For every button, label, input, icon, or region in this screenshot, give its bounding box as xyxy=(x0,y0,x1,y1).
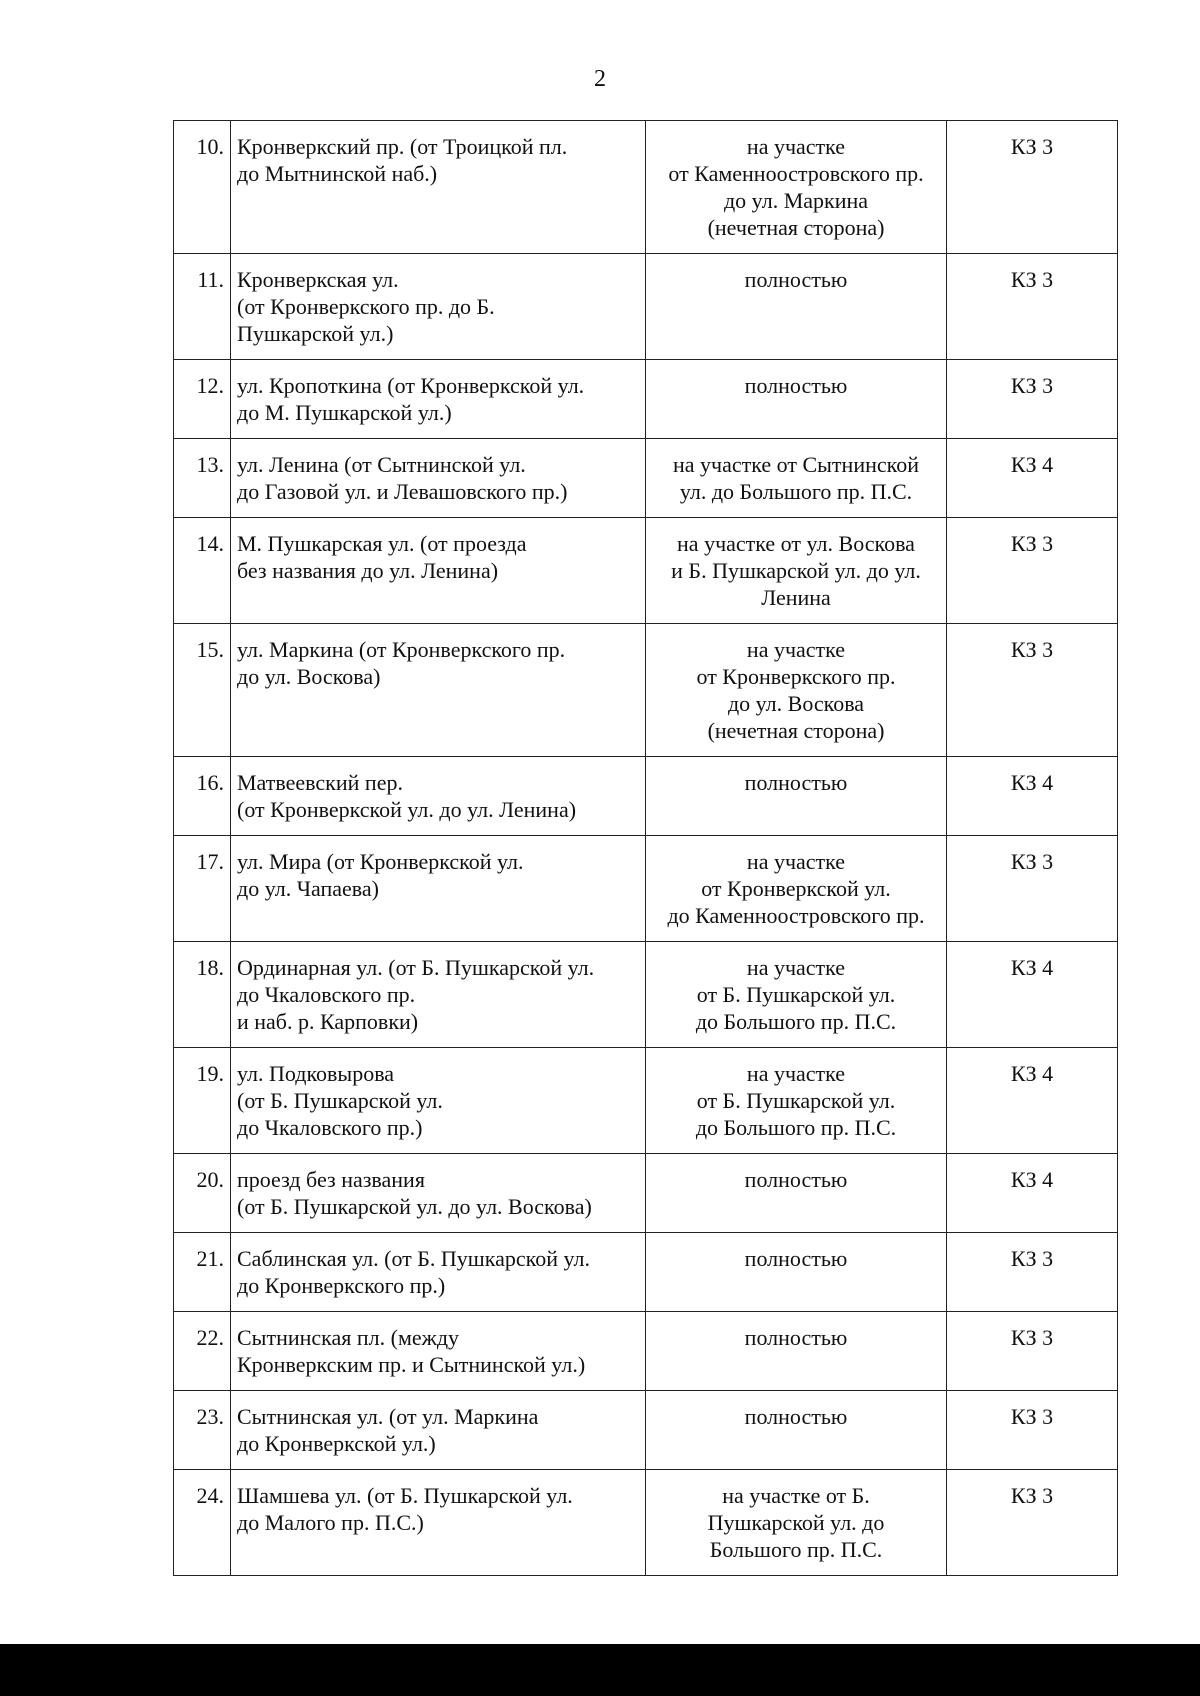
row-number: 22. xyxy=(174,1312,231,1391)
row-number: 16. xyxy=(174,757,231,836)
street-name: Кронверкский пр. (от Троицкой пл. до Мытнинской наб.) xyxy=(231,121,646,254)
street-section: полностью xyxy=(646,1233,947,1312)
row-number: 12. xyxy=(174,360,231,439)
street-name: Шамшева ул. (от Б. Пушкарской ул. до Малого пр. П.С.) xyxy=(231,1470,646,1576)
row-number: 24. xyxy=(174,1470,231,1576)
zone-code: КЗ 3 xyxy=(947,836,1118,942)
street-name: Сытнинская ул. (от ул. Маркина до Кронверкской ул.) xyxy=(231,1391,646,1470)
table-row xyxy=(174,360,1118,439)
row-number: 20. xyxy=(174,1154,231,1233)
row-number: 11. xyxy=(174,254,231,360)
page-number: 2 xyxy=(594,66,606,92)
street-section: на участке от Б. Пушкарской ул. до Большого пр. П.С. xyxy=(646,1470,947,1576)
streets-table xyxy=(173,120,1118,1576)
street-section: на участке от Сытнинской ул. до Большого пр. П.С. xyxy=(646,439,947,518)
street-name: ул. Подковырова (от Б. Пушкарской ул. до Чкаловского пр.) xyxy=(231,1048,646,1154)
zone-code: КЗ 4 xyxy=(947,439,1118,518)
street-name: ул. Маркина (от Кронверкского пр. до ул. Воскова) xyxy=(231,624,646,757)
zone-code: КЗ 4 xyxy=(947,757,1118,836)
table-row xyxy=(174,836,1118,942)
table-row xyxy=(174,1470,1118,1576)
table-row xyxy=(174,1048,1118,1154)
row-number: 21. xyxy=(174,1233,231,1312)
zone-code: КЗ 3 xyxy=(947,518,1118,624)
street-section: полностью xyxy=(646,1312,947,1391)
table-row xyxy=(174,624,1118,757)
street-section: полностью xyxy=(646,360,947,439)
table-row xyxy=(174,942,1118,1048)
street-name: Кронверкская ул. (от Кронверкского пр. до Б. Пушкарской ул.) xyxy=(231,254,646,360)
zone-code: КЗ 3 xyxy=(947,624,1118,757)
row-number: 18. xyxy=(174,942,231,1048)
street-name: ул. Ленина (от Сытнинской ул. до Газовой ул. и Левашовского пр.) xyxy=(231,439,646,518)
table-row xyxy=(174,439,1118,518)
row-number: 23. xyxy=(174,1391,231,1470)
street-name: Ординарная ул. (от Б. Пушкарской ул. до Чкаловского пр. и наб. р. Карповки) xyxy=(231,942,646,1048)
zone-code: КЗ 3 xyxy=(947,1312,1118,1391)
street-section: на участке от Каменноостровского пр. до ул. Маркина (нечетная сторона) xyxy=(646,121,947,254)
row-number: 13. xyxy=(174,439,231,518)
zone-code: КЗ 4 xyxy=(947,1048,1118,1154)
table-row xyxy=(174,757,1118,836)
street-section: на участке от ул. Воскова и Б. Пушкарской ул. до ул. Ленина xyxy=(646,518,947,624)
street-section: полностью xyxy=(646,757,947,836)
table-row xyxy=(174,1312,1118,1391)
row-number: 10. xyxy=(174,121,231,254)
zone-code: КЗ 3 xyxy=(947,360,1118,439)
street-section: полностью xyxy=(646,1391,947,1470)
street-section: на участке от Б. Пушкарской ул. до Большого пр. П.С. xyxy=(646,1048,947,1154)
table-row xyxy=(174,121,1118,254)
street-section: полностью xyxy=(646,254,947,360)
street-name: ул. Кропоткина (от Кронверкской ул. до М. Пушкарской ул.) xyxy=(231,360,646,439)
row-number: 19. xyxy=(174,1048,231,1154)
scan-bottom-edge xyxy=(0,1644,1200,1696)
zone-code: КЗ 3 xyxy=(947,1470,1118,1576)
street-name: Саблинская ул. (от Б. Пушкарской ул. до Кронверкского пр.) xyxy=(231,1233,646,1312)
street-section: полностью xyxy=(646,1154,947,1233)
zone-code: КЗ 3 xyxy=(947,1391,1118,1470)
table-row xyxy=(174,1233,1118,1312)
zone-code: КЗ 3 xyxy=(947,1233,1118,1312)
zone-code: КЗ 3 xyxy=(947,121,1118,254)
street-name: Сытнинская пл. (между Кронверкским пр. и Сытнинской ул.) xyxy=(231,1312,646,1391)
zone-code: КЗ 4 xyxy=(947,1154,1118,1233)
row-number: 17. xyxy=(174,836,231,942)
street-name: ул. Мира (от Кронверкской ул. до ул. Чапаева) xyxy=(231,836,646,942)
street-section: на участке от Кронверкского пр. до ул. Воскова (нечетная сторона) xyxy=(646,624,947,757)
street-section: на участке от Кронверкской ул. до Каменноостровского пр. xyxy=(646,836,947,942)
street-name: проезд без названия (от Б. Пушкарской ул. до ул. Воскова) xyxy=(231,1154,646,1233)
table-row xyxy=(174,254,1118,360)
street-section: на участке от Б. Пушкарской ул. до Большого пр. П.С. xyxy=(646,942,947,1048)
street-name: Матвеевский пер. (от Кронверкской ул. до ул. Ленина) xyxy=(231,757,646,836)
table-row xyxy=(174,1154,1118,1233)
table-row xyxy=(174,518,1118,624)
street-name: М. Пушкарская ул. (от проезда без названия до ул. Ленина) xyxy=(231,518,646,624)
table-row xyxy=(174,1391,1118,1470)
zone-code: КЗ 4 xyxy=(947,942,1118,1048)
row-number: 14. xyxy=(174,518,231,624)
row-number: 15. xyxy=(174,624,231,757)
zone-code: КЗ 3 xyxy=(947,254,1118,360)
